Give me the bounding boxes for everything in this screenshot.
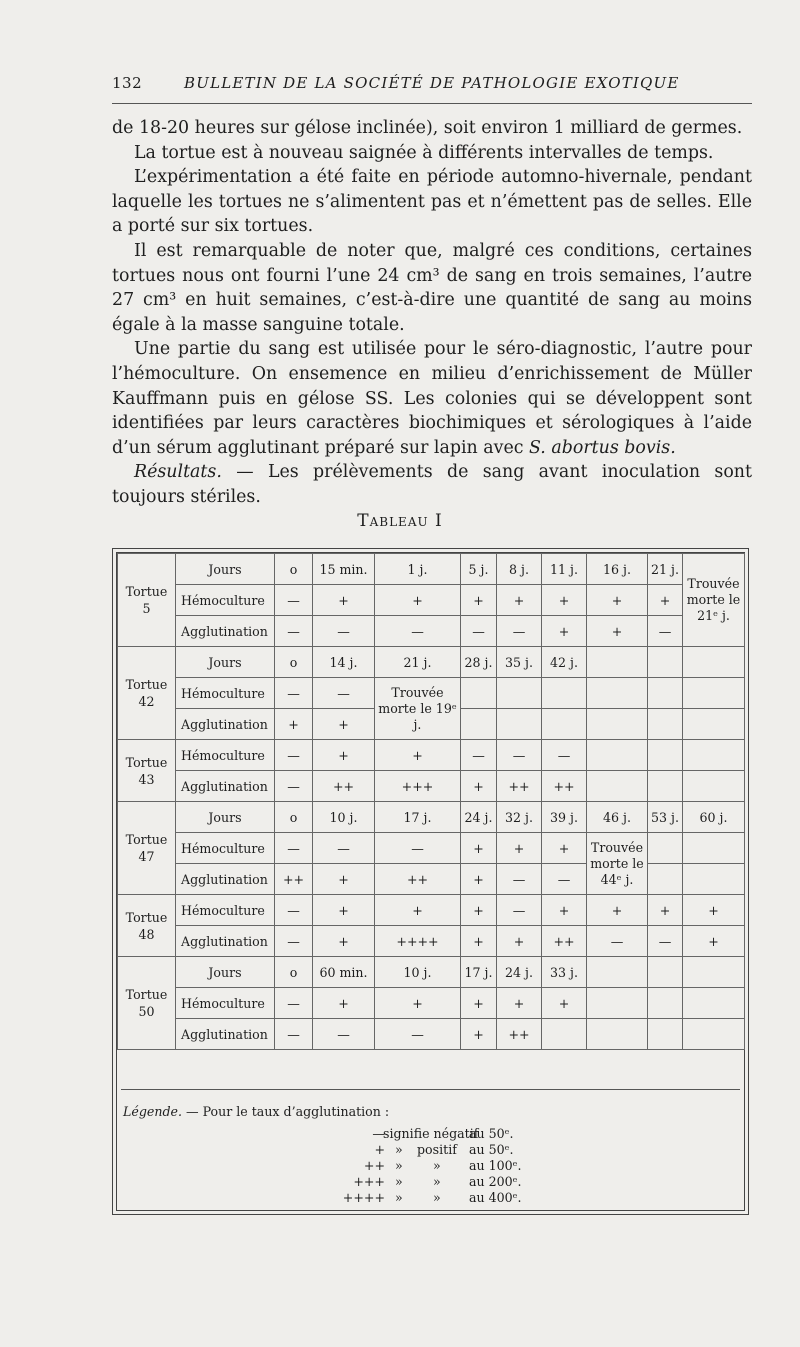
paragraph: Il est remarquable de noter que, malgré ces conditions, certaines tortues nous ont fourni l’une 24 cm³ de sang en trois semaines, l’autre 27 cm³ en huit semaines, c’est-à-dire une quantité de sang au moins égale à la masse sanguine totale. — [112, 240, 752, 335]
table-title: Tableau I — [357, 511, 443, 531]
table-row: Agglutination — ++ +++ + ++ ++ — [118, 771, 745, 802]
tortue-label: Tortue 42 — [118, 647, 176, 740]
table-row: Agglutination + + — [118, 709, 745, 740]
legend-heading: Légende. — Pour le taux d’agglutination : — [123, 1104, 390, 1119]
legend-rows — [301, 1126, 561, 1206]
paragraph-text: Une partie du sang est utilisée pour le séro-diagnostic, l’autre pour l’hémoculture. On ensemence en milieu d’enrichissement de Müller Kauffmann puis en gélose SS. Les colonies qui se développent sont identifiées par leurs caractères biochimiques et sérologiques à l’aide d’un sérum agglutinant préparé sur lapin avec — [112, 339, 752, 458]
results-table — [117, 553, 745, 1050]
paragraph: La tortue est à nouveau saignée à différents intervalles de temps. — [134, 142, 714, 163]
tortue-label: Tortue 50 — [118, 957, 176, 1050]
legend-row: +++ » » au 200ᵉ. — [353, 1174, 522, 1189]
tortue-label: Tortue 47 — [118, 802, 176, 895]
table-row: Hémoculture — + + + + + — [118, 988, 745, 1019]
paragraph — [112, 460, 752, 509]
paragraph-text: — Les prélèvements de sang avant inoculation sont toujours stériles. — [112, 462, 752, 507]
paragraph: de 18-20 heures sur gélose inclinée), soit environ 1 milliard de germes. — [112, 118, 743, 138]
paragraph: L’expérimentation a été faite en période automno-hivernale, pendant laquelle les tortues ne s’alimentent pas et n’émettent pas de selles. Elle a porté sur six tortues. — [112, 167, 752, 237]
table-row: Tortue 50 Jours o 60 min. 10 j. 17 j. 24 j. 33 j. — [118, 957, 745, 988]
death-note: Trouvée morte le 19ᵉ j. — [375, 678, 461, 740]
table-row: Tortue 42 Jours o 14 j. 21 j. 28 j. 35 j. 42 j. — [118, 647, 745, 678]
table-row: Tortue 48 Hémoculture — + + + — + + + + — [118, 895, 745, 926]
table-row: Hémoculture — — — + + + Trouvée morte le 44ᵉ j. — [118, 833, 745, 864]
death-note: Trouvée morte le 21ᵉ j. — [683, 554, 745, 647]
table-row: Hémoculture — + + + + + + + — [118, 585, 745, 616]
table-row: Hémoculture — — Trouvée morte le 19ᵉ j. — [118, 678, 745, 709]
table-row: Tortue 47 Jours o 10 j. 17 j. 24 j. 32 j. 39 j. 46 j. 53 j. 60 j. — [118, 802, 745, 833]
results-table-inner — [116, 552, 745, 1211]
tortue-label: Tortue 5 — [118, 554, 176, 647]
tortue-label: Tortue 43 — [118, 740, 176, 802]
body-text — [112, 116, 752, 510]
paragraph — [112, 337, 752, 460]
page-number: 132 — [112, 74, 143, 92]
header-rule — [112, 103, 752, 104]
section-label: Résultats. — [134, 462, 222, 483]
journal-title: BULLETIN DE LA SOCIÉTÉ DE PATHOLOGIE EXOTIQUE — [184, 74, 680, 92]
legend-row: — signifie négatif au 50ᵉ. — [372, 1126, 514, 1141]
table-row: Tortue 5 Jours o 15 min. 1 j. 5 j. 8 j. 11 j. 16 j. 21 j. Trouvée morte le 21ᵉ j. — [118, 554, 745, 585]
table-row: Agglutination — — — + ++ — [118, 1019, 745, 1050]
table-row: Agglutination — — — — — + + — — [118, 616, 745, 647]
legend-row: ++ » » au 100ᵉ. — [363, 1158, 522, 1173]
species-name: S. abortus bovis. — [529, 437, 676, 458]
legend-row: ++++ » » au 400ᵉ. — [342, 1190, 522, 1205]
legend-row: + » positif au 50ᵉ. — [374, 1142, 514, 1157]
table-row: Agglutination ++ + ++ + — — — [118, 864, 745, 895]
death-note: Trouvée morte le 44ᵉ j. — [587, 833, 648, 895]
table-row: Agglutination — + ++++ + + ++ — — + — [118, 926, 745, 957]
table-row: Tortue 43 Hémoculture — + + — — — — [118, 740, 745, 771]
table-legend — [121, 1089, 740, 1208]
results-table-frame — [112, 548, 749, 1215]
tortue-label: Tortue 48 — [118, 895, 176, 957]
